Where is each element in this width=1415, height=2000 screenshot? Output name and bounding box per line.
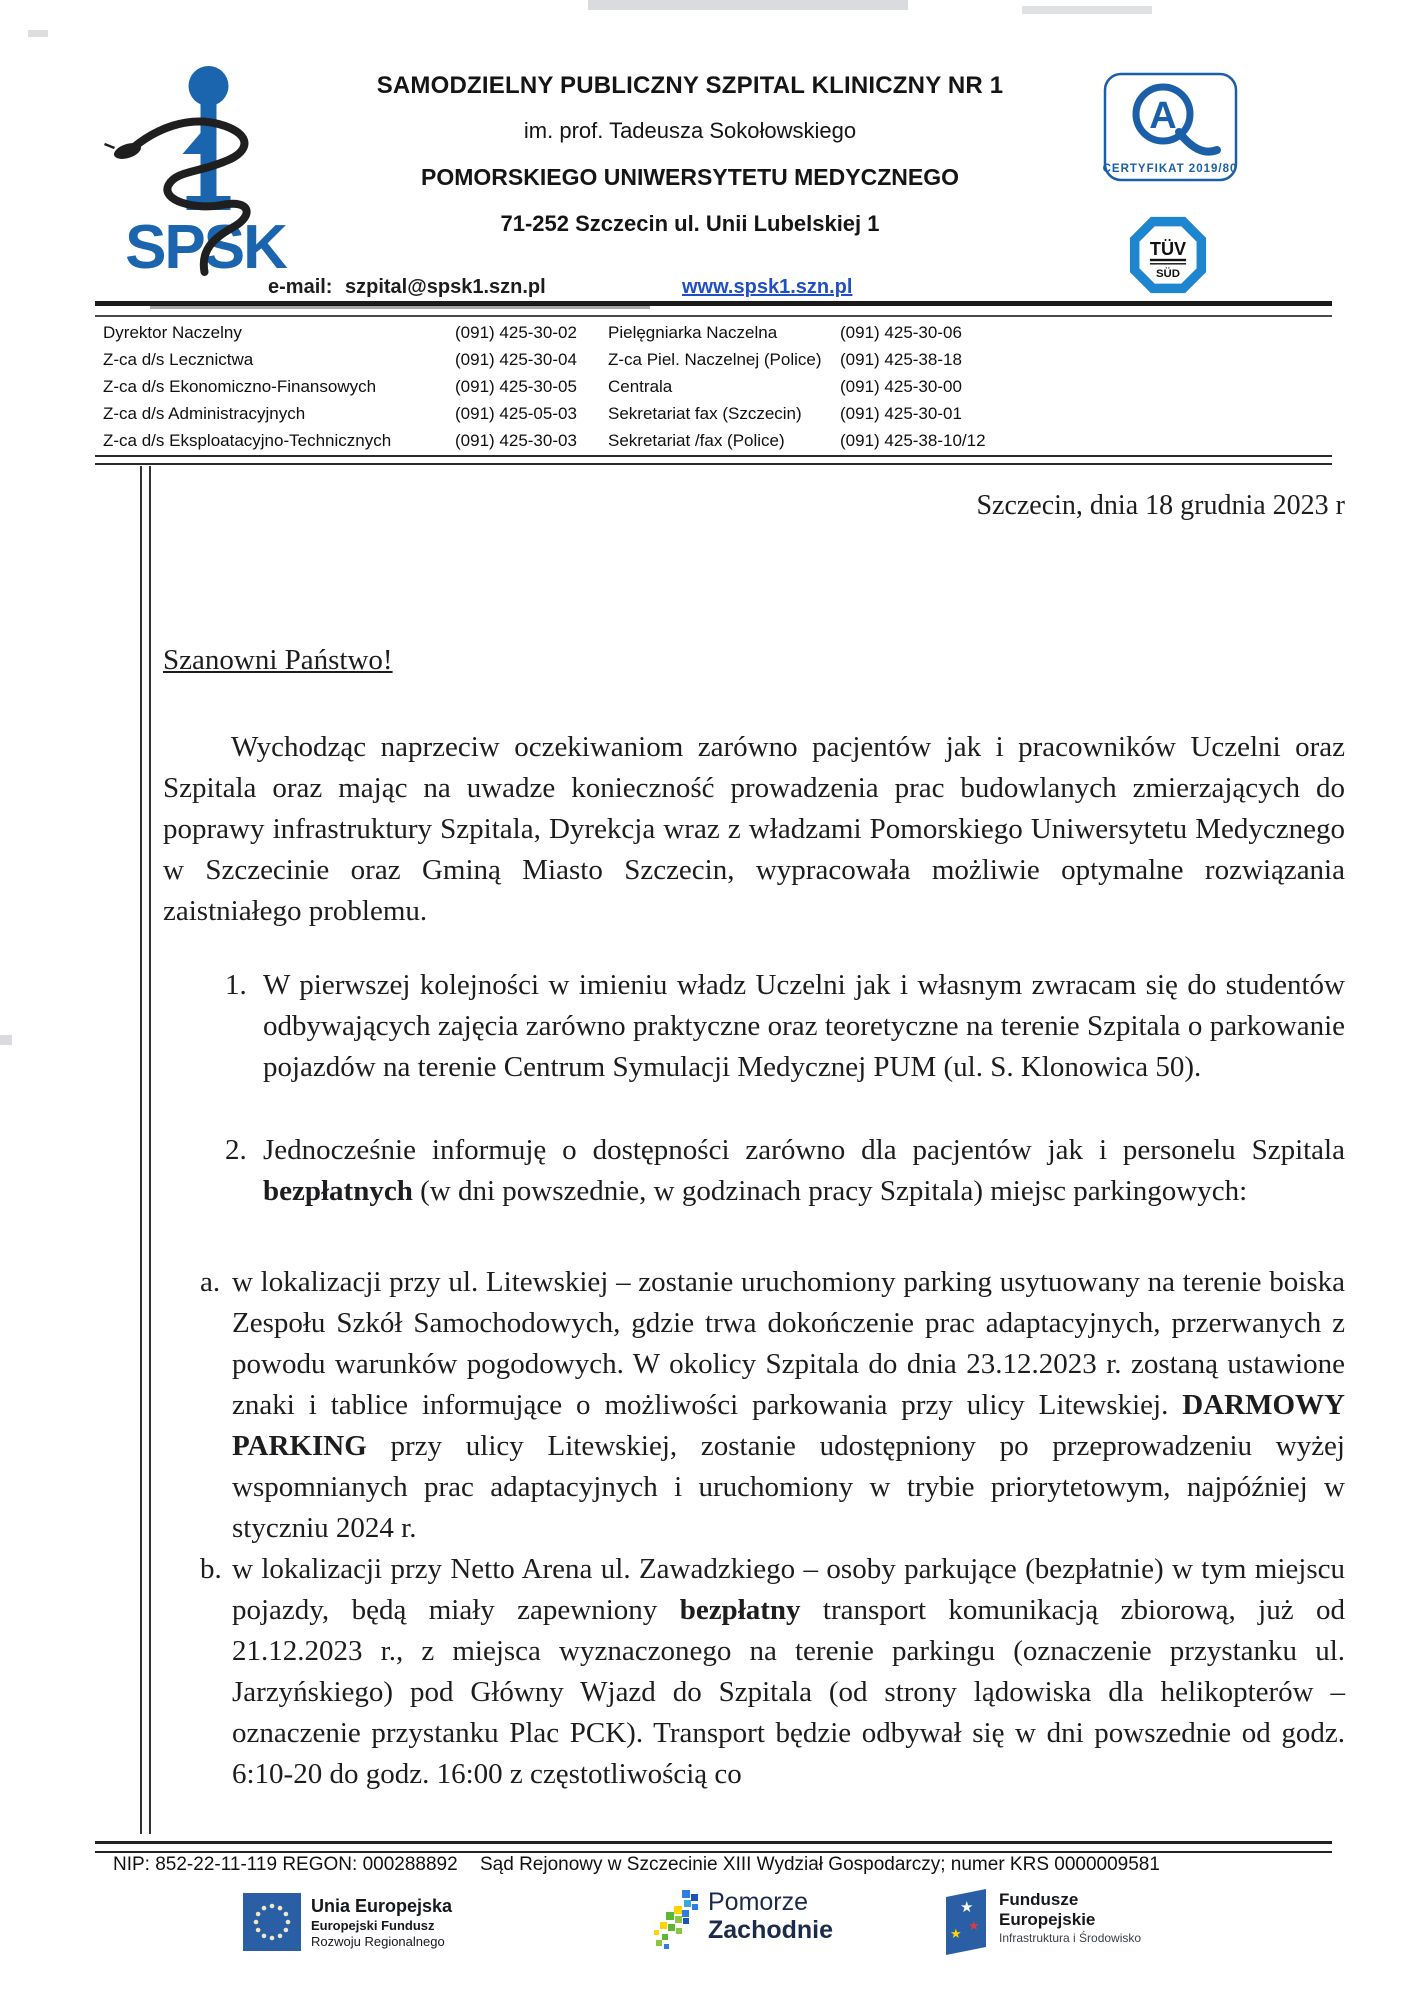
contact-phone: (091) 425-05-03 bbox=[455, 403, 577, 423]
hospital-name: SAMODZIELNY PUBLICZNY SZPITAL KLINICZNY NR 1 bbox=[376, 72, 1004, 99]
hospital-patron: im. prof. Tadeusza Sokołowskiego bbox=[523, 118, 857, 143]
email-label: e-mail: bbox=[268, 276, 333, 298]
contact-label: Dyrektor Naczelny bbox=[103, 322, 242, 342]
cert-caption: CERTYFIKAT 2019/80 bbox=[1103, 163, 1238, 175]
phone-row bbox=[103, 319, 1343, 346]
list-item-text: w lokalizacji przy ul. Litewskiej – zostanie uruchomiony parking usytuowany na terenie boiska Zespołu Szkół Samochodowych, gdzie trwa dokończenie prac adaptacyjnych, przerwanych z powodu warunków pogodowych. W okolicy Szpitala do dnia 23.12.2023 r. zostaną ustawione znaki i tablice informujące o możliwości parkowania przy ulicy Litewskiej. bbox=[232, 1266, 1345, 1421]
pomorze-zachodnie-block bbox=[648, 1888, 833, 1956]
fe-caption-line: Infrastruktura i Środowisko bbox=[999, 1931, 1142, 1945]
tuv-text: TÜV bbox=[1149, 239, 1187, 259]
phone-directory bbox=[103, 319, 1343, 454]
list-item-2 bbox=[163, 1130, 1345, 1212]
list-item-b bbox=[163, 1549, 1345, 1795]
contact-label: Z-ca d/s Administracyjnych bbox=[103, 403, 306, 423]
contact-phone: (091) 425-30-05 bbox=[455, 376, 577, 396]
griffin-icon bbox=[648, 1888, 700, 1956]
bold-text: bezpłatnych bbox=[263, 1175, 413, 1207]
letterhead bbox=[300, 72, 1080, 237]
dateline: Szczecin, dnia 18 grudnia 2023 r bbox=[976, 490, 1345, 521]
cert-letter: A bbox=[1149, 95, 1177, 137]
scan-artifact bbox=[28, 30, 48, 37]
contact-label: Z-ca d/s Lecznictwa bbox=[103, 349, 254, 369]
fundusze-europejskie-block bbox=[940, 1888, 1141, 1956]
list-item-text: przy ulicy Litewskiej, zostanie udostępniony po przeprowadzeniu wyżej wspomnianych prac adaptacyjnych i uruchomiony w trybie priorytetowym, najpóźniej w styczniu 2024 r. bbox=[232, 1430, 1345, 1544]
contact-label: Z-ca d/s Eksploatacyjno-Technicznych bbox=[103, 430, 392, 450]
hospital-address: 71-252 Szczecin ul. Unii Lubelskiej 1 bbox=[500, 211, 880, 236]
fe-flag-icon bbox=[940, 1888, 990, 1956]
list-item-text: (w dni powszednie, w godzinach pracy Szpitala) miejsc parkingowych: bbox=[412, 1175, 1248, 1207]
contact-phone: (091) 425-30-01 bbox=[840, 403, 962, 423]
registry-numbers: NIP: 852-22-11-119 REGON: 000288892 bbox=[113, 1854, 458, 1875]
eu-funds-caption bbox=[311, 1893, 452, 1950]
list-item-1 bbox=[163, 965, 1345, 1088]
court-registration: Sąd Rejonowy w Szczecinie XIII Wydział Gospodarczy; numer KRS 0000009581 bbox=[480, 1854, 1160, 1875]
pomorze-zachodnie-caption bbox=[708, 1888, 833, 1944]
phone-row bbox=[103, 427, 1343, 454]
contact-label: Sekretariat fax (Szczecin) bbox=[608, 403, 802, 423]
eu-funds-block bbox=[243, 1893, 452, 1951]
scan-artifact bbox=[1022, 6, 1152, 14]
scan-artifact bbox=[0, 1035, 12, 1045]
contact-phone: (091) 425-38-10/12 bbox=[840, 430, 986, 450]
contact-label: Z-ca d/s Ekonomiczno-Finansowych bbox=[103, 376, 377, 396]
list-marker: 2. bbox=[225, 1134, 247, 1166]
fe-caption-line: Fundusze bbox=[999, 1890, 1079, 1909]
list-item-text: w lokalizacji przy Netto Arena ul. Zawadzkiego – osoby parkujące (bezpłatnie) w tym miejscu pojazdy, będą miały zapewniony bbox=[232, 1553, 1345, 1626]
eu-caption-line: Unia Europejska bbox=[311, 1896, 453, 1916]
list-item-text: transport komunikacją zbiorową, już od 21.12.2023 r., z miejsca wyznaczonego na terenie parkingu (oznaczenie przystanku ul. Jarzyńskiego) pod Główny Wjazd do Szpitala (od strony lądowiska dla helikopterów – oznaczenie przystanku Plac PCK). Transport będzie odbywał się w dni powszednie od godz. 6:10-20 do godz. 16:00 z częstotliwością co bbox=[232, 1594, 1345, 1790]
phone-row bbox=[103, 373, 1343, 400]
list-marker: b. bbox=[200, 1553, 222, 1585]
contact-label: Pielęgniarka Naczelna bbox=[608, 322, 778, 342]
contact-phone: (091) 425-30-06 bbox=[840, 322, 962, 342]
contact-phone: (091) 425-30-03 bbox=[455, 430, 577, 450]
phone-row bbox=[103, 400, 1343, 427]
contact-label: Z-ca Piel. Naczelnej (Police) bbox=[608, 349, 822, 369]
fe-caption-line: Europejskie bbox=[999, 1910, 1096, 1929]
spsk-logo-text: SPSK bbox=[125, 213, 286, 278]
pz-caption-line: Zachodnie bbox=[708, 1916, 834, 1944]
quality-certificate-icon bbox=[1103, 72, 1238, 184]
list-marker: 1. bbox=[225, 969, 247, 1001]
bold-text: DARMOWY PARKING bbox=[232, 1389, 1345, 1462]
contact-label: Sekretariat /fax (Police) bbox=[608, 430, 785, 450]
sud-text: SÜD bbox=[1155, 267, 1181, 280]
list-item-a bbox=[163, 1262, 1345, 1549]
fundusze-europejskie-caption bbox=[999, 1888, 1141, 1946]
header-divider bbox=[95, 301, 1332, 317]
list-marker: a. bbox=[200, 1266, 221, 1298]
contact-phone: (091) 425-30-04 bbox=[455, 349, 577, 369]
eu-flag-icon bbox=[243, 1893, 301, 1951]
list-item-text: Jednocześnie informuję o dostępności zarówno dla pacjentów jak i personelu Szpitala bbox=[263, 1134, 1345, 1166]
salutation: Szanowni Państwo! bbox=[163, 644, 393, 676]
bold-text: bezpłatny bbox=[679, 1594, 801, 1626]
footer-divider bbox=[95, 1841, 1332, 1853]
phones-divider bbox=[95, 455, 1332, 465]
scan-artifact bbox=[588, 0, 908, 10]
letter-body bbox=[163, 640, 1345, 1795]
contact-phone: (091) 425-30-02 bbox=[455, 322, 577, 342]
university-name: POMORSKIEGO UNIWERSYTETU MEDYCZNEGO bbox=[421, 164, 959, 190]
left-margin-line bbox=[140, 466, 151, 1834]
contact-phone: (091) 425-38-18 bbox=[840, 349, 962, 369]
scan-artifact bbox=[150, 305, 650, 309]
tuv-sud-icon bbox=[1128, 215, 1208, 295]
contact-phone: (091) 425-30-00 bbox=[840, 376, 962, 396]
contact-label: Centrala bbox=[608, 376, 673, 396]
eu-caption-line: Europejski Fundusz bbox=[311, 1918, 435, 1933]
spsk-hospital-logo-icon bbox=[98, 58, 313, 278]
email-address: szpital@spsk1.szn.pl bbox=[345, 276, 546, 298]
website-link[interactable]: www.spsk1.szn.pl bbox=[682, 276, 853, 298]
phone-row bbox=[103, 346, 1343, 373]
eu-caption-line: Rozwoju Regionalnego bbox=[311, 1934, 445, 1949]
pz-caption-line: Pomorze bbox=[708, 1888, 809, 1916]
svg-text:★: ★ bbox=[950, 1927, 962, 1942]
list-item-text: W pierwszej kolejności w imieniu władz Uczelni jak i własnym zwracam się do studentów odbywających zajęcia zarówno praktyczne oraz teoretyczne na terenie Szpitala o parkowanie pojazdów na terenie Centrum Symulacji Medycznej PUM (ul. S. Klonowica 50). bbox=[263, 969, 1345, 1083]
intro-paragraph: Wychodząc naprzeciw oczekiwaniom zarówno pacjentów jak i pracowników Uczelni oraz Szpitala oraz mając na uwadze konieczność prowadzenia prac budowlanych zmierzających do poprawy infrastruktury Szpitala, Dyrekcja wraz z władzami Pomorskiego Uniwersytetu Medycznego w Szczecinie oraz Gminą Miasto Szczecin, wypracowała możliwie optymalne rozwiązania zaistniałego problemu. bbox=[163, 731, 1345, 927]
svg-text:★: ★ bbox=[968, 1919, 980, 1934]
svg-text:★: ★ bbox=[960, 1898, 974, 1916]
